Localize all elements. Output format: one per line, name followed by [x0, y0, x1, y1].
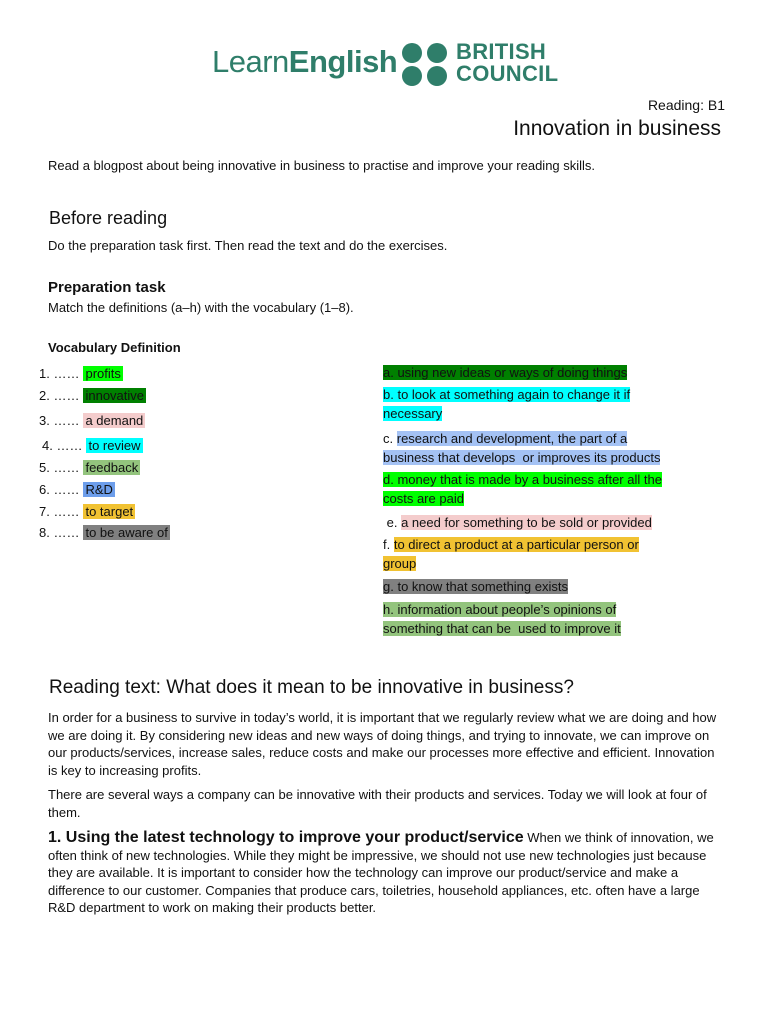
answer-blank: ……	[53, 525, 80, 540]
reading-paragraph-2: There are several ways a company can be innovative with their products and services. Today we will look at four of them.	[48, 787, 707, 820]
definition-item	[383, 577, 718, 596]
vocabulary-word: R&D	[85, 482, 113, 497]
british-council-dots-icon	[401, 42, 453, 88]
vocabulary-item	[39, 524, 170, 541]
vocabulary-word: to be aware of	[85, 525, 168, 540]
definition-text: a. using new ideas or ways of doing things	[383, 365, 628, 380]
answer-blank: ……	[53, 388, 80, 403]
section-1-text: When we think of innovation, we often think of new technologies. While they might be impressive, we should not use new technologies just because they are available. It is important to consider how the technology can improve our product/service and make a difference to our customer. Companies that produce cars, toiletries, household appliances, etc. often have a large R&D department to work on making their products better.	[48, 830, 714, 915]
vocabulary-word: innovative	[85, 388, 145, 403]
vocabulary-item	[39, 503, 135, 520]
vocabulary-number: 1.	[39, 366, 54, 381]
vocabulary-number: 2.	[39, 388, 54, 403]
reading-paragraph-1: In order for a business to survive in today’s world, it is important that we regularly review what we are doing and how we are doing it. By considering new ideas and new ways of doing things, and trying to innovate, we can improve on our products/services, increase sales, reduce costs and make our processes more effective and efficient. Innovation is key to increasing profits.	[48, 710, 717, 778]
page-title: Innovation in business	[513, 117, 721, 140]
definition-item	[383, 385, 718, 423]
logo-english-text: English	[288, 44, 398, 79]
vocabulary-word: profits	[85, 366, 121, 381]
answer-blank: ……	[53, 504, 80, 519]
level-label: Reading: B1	[647, 97, 725, 113]
definition-letter: c.	[383, 431, 397, 446]
definition-text: h. information about people’s opinions of	[383, 602, 617, 617]
definition-letter: e.	[383, 515, 402, 530]
vocabulary-column-header: Vocabulary Definition	[48, 340, 181, 355]
before-reading-text: Do the preparation task first. Then read the text and do the exercises.	[48, 238, 448, 253]
preparation-instruction: Match the definitions (a–h) with the vocabulary (1–8).	[48, 300, 354, 315]
preparation-heading: Preparation task	[48, 279, 166, 296]
definition-text: a need for something to be sold or provided	[401, 515, 652, 530]
definition-item	[383, 470, 718, 508]
vocabulary-number: 8.	[39, 525, 54, 540]
logo-bc-line1: BRITISH	[456, 39, 547, 64]
vocabulary-word: feedback	[85, 460, 139, 475]
vocabulary-item	[39, 481, 115, 498]
definition-text: something that can be used to improve it	[383, 621, 621, 636]
reading-heading: Reading text: What does it mean to be innovative in business?	[49, 677, 574, 698]
vocabulary-word: to review	[88, 438, 141, 453]
vocabulary-item	[39, 387, 146, 404]
definition-letter: f.	[383, 537, 394, 552]
definition-item	[383, 600, 718, 638]
definition-text: to direct a product at a particular person or	[393, 537, 639, 552]
vocabulary-number: 7.	[39, 504, 54, 519]
definition-item	[383, 535, 718, 573]
vocabulary-word: to target	[85, 504, 134, 519]
definition-text: research and development, the part of a	[396, 431, 628, 446]
british-council-logo-text	[456, 41, 558, 85]
answer-blank: ……	[53, 482, 80, 497]
definition-text: g. to know that something exists	[383, 579, 568, 594]
vocabulary-item	[39, 459, 140, 476]
vocabulary-item	[42, 437, 143, 454]
definition-text: necessary	[383, 406, 443, 421]
answer-blank: ……	[53, 366, 80, 381]
section-1	[48, 829, 723, 917]
definition-text: group	[383, 556, 417, 571]
vocabulary-word: a demand	[85, 413, 144, 428]
learnenglish-logo	[212, 44, 397, 80]
definition-text: d. money that is made by a business after all the	[383, 472, 662, 487]
intro-text: Read a blogpost about being innovative in business to practise and improve your reading skills.	[48, 158, 596, 173]
definition-text: business that develops or improves its products	[383, 450, 661, 465]
definition-item	[383, 513, 718, 532]
vocabulary-number: 3.	[39, 413, 54, 428]
answer-blank: ……	[53, 413, 80, 428]
definition-item	[383, 363, 718, 382]
section-1-title: 1. Using the latest technology to improve your product/service	[48, 829, 524, 846]
answer-blank: ……	[56, 438, 83, 453]
before-reading-heading: Before reading	[49, 208, 168, 228]
vocabulary-number: 5.	[39, 460, 54, 475]
definition-text: b. to look at something again to change it if	[383, 387, 631, 402]
answer-blank: ……	[53, 460, 80, 475]
vocabulary-number: 4.	[42, 438, 57, 453]
logo-learn-text: Learn	[212, 44, 289, 79]
definition-item	[383, 429, 718, 467]
vocabulary-number: 6.	[39, 482, 54, 497]
vocabulary-item	[39, 365, 123, 382]
vocabulary-item	[39, 412, 145, 429]
logo-bc-line2: COUNCIL	[456, 61, 559, 86]
definition-text: costs are paid	[383, 491, 464, 506]
